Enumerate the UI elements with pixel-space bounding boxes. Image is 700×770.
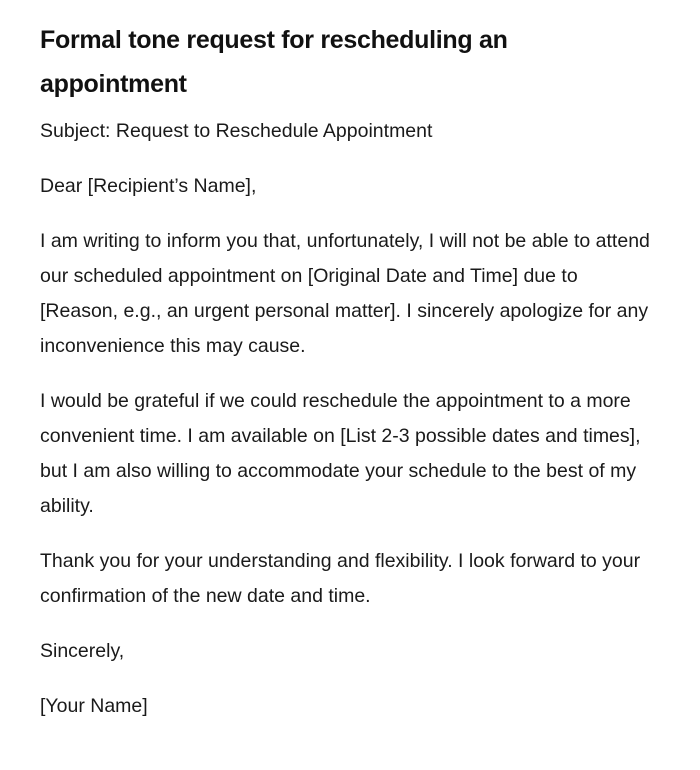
signature: [Your Name] (40, 695, 148, 717)
letter-document (40, 18, 652, 744)
page-title: Formal tone request for rescheduling an appointment (40, 26, 508, 98)
body-paragraph-2: I would be grateful if we could reschedule the appointment to a more convenient time. I am available on [List 2-3 possible dates and times], but I am also willing to accommodate your schedule to the best of my ability. (40, 390, 641, 517)
greeting: Dear [Recipient’s Name], (40, 175, 257, 197)
body-paragraph-1: I am writing to inform you that, unfortunately, I will not be able to attend our scheduled appointment on [Original Date and Time] due to [Reason, e.g., an urgent personal matter]. I sincerely apologize for any inconvenience this may cause. (40, 230, 650, 357)
subject-line: Subject: Request to Reschedule Appointment (40, 120, 433, 142)
body-paragraph-3: Thank you for your understanding and flexibility. I look forward to your confirmation of the new date and time. (40, 550, 641, 607)
closing: Sincerely, (40, 640, 125, 662)
